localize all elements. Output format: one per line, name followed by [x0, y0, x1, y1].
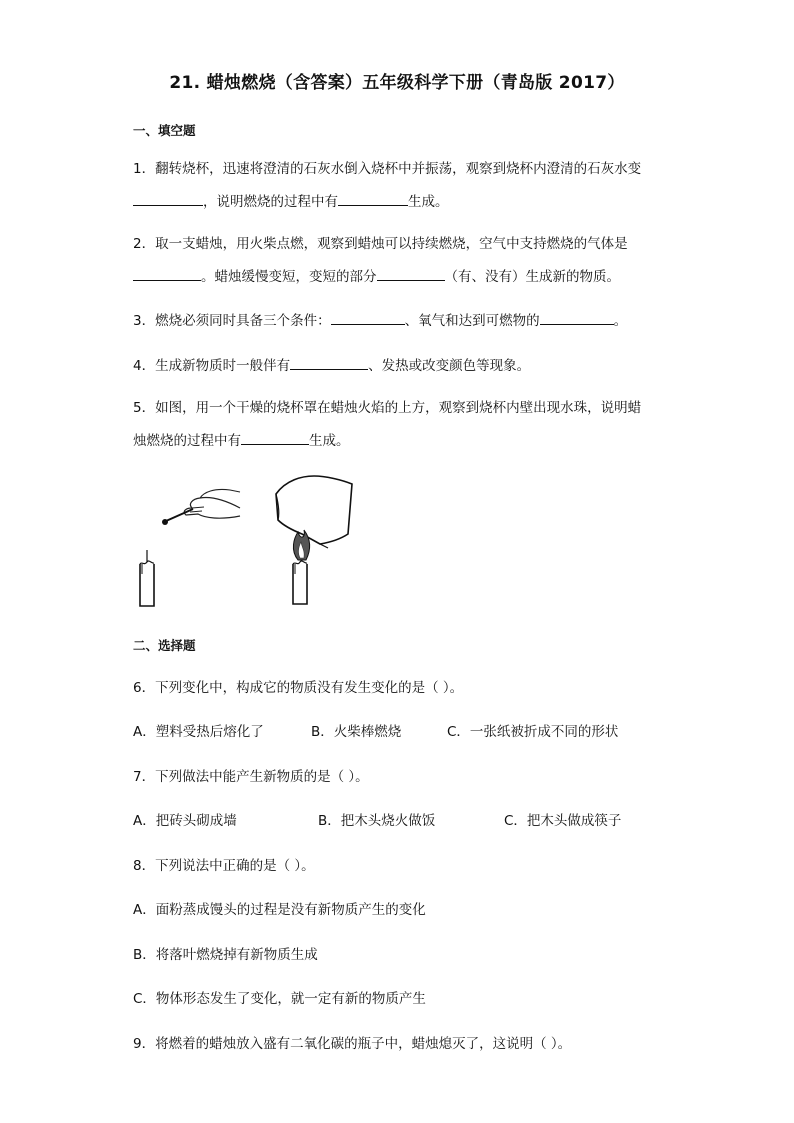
question-6-option-b[interactable]: B．火柴棒燃烧 — [311, 724, 402, 740]
question-2-line-2 — [133, 266, 620, 286]
answer-blank[interactable] — [331, 310, 405, 325]
answer-blank[interactable] — [133, 266, 201, 281]
question-1-text: 生成。 — [408, 194, 449, 210]
question-2-text: （有、没有）生成新的物质。 — [444, 269, 620, 285]
match-lighting-candle-illustration — [130, 478, 250, 610]
question-9-stem: 9．将燃着的蜡烛放入盛有二氧化碳的瓶子中，蜡烛熄灭了，这说明（ ）。 — [133, 1036, 572, 1052]
section-heading-choice: 二、选择题 — [133, 638, 196, 653]
answer-blank[interactable] — [338, 191, 408, 206]
question-1-line-2 — [133, 191, 449, 211]
question-8-option-b[interactable]: B．将落叶燃烧掉有新物质生成 — [133, 947, 318, 963]
question-6-stem: 6．下列变化中，构成它的物质没有发生变化的是（ ）。 — [133, 680, 464, 696]
question-2-line-1: 2．取一支蜡烛，用火柴点燃，观察到蜡烛可以持续燃烧，空气中支持燃烧的气体是 — [133, 236, 628, 252]
question-7-option-a[interactable]: A．把砖头砌成墙 — [133, 813, 237, 829]
answer-blank[interactable] — [540, 310, 614, 325]
question-6-option-c[interactable]: C．一张纸被折成不同的形状 — [447, 724, 619, 740]
question-2-text: 。蜡烛缓慢变短，变短的部分 — [201, 269, 377, 285]
question-1-line-1: 1．翻转烧杯，迅速将澄清的石灰水倒入烧杯中并振荡，观察到烧杯内澄清的石灰水变 — [133, 161, 642, 177]
question-5-text: 生成。 — [309, 433, 350, 449]
answer-blank[interactable] — [133, 191, 203, 206]
question-1-text: ，说明燃烧的过程中有 — [203, 194, 338, 210]
question-7-option-b[interactable]: B．把木头烧火做饭 — [318, 813, 436, 829]
question-3-text: 、氧气和达到可燃物的 — [404, 313, 540, 329]
question-5-line-2 — [133, 430, 350, 450]
question-6-option-a[interactable]: A．塑料受热后熔化了 — [133, 724, 264, 740]
beaker-over-candle-illustration — [262, 472, 362, 610]
question-7-option-c[interactable]: C．把木头做成筷子 — [504, 813, 622, 829]
question-4-text: 4．生成新物质时一般伴有 — [133, 358, 291, 374]
section-heading-fill-blank: 一、填空题 — [133, 123, 196, 138]
answer-blank[interactable] — [241, 430, 309, 445]
page-title: 21. 蜡烛燃烧（含答案）五年级科学下册（青岛版 2017） — [169, 73, 625, 93]
answer-blank[interactable] — [377, 266, 445, 281]
question-5-text: 烛燃烧的过程中有 — [133, 433, 241, 449]
question-4-text: 、发热或改变颜色等现象。 — [368, 358, 531, 374]
question-3-text: 。 — [613, 313, 628, 329]
question-8-option-a[interactable]: A．面粉蒸成馒头的过程是没有新物质产生的变化 — [133, 902, 426, 918]
answer-blank[interactable] — [290, 355, 368, 370]
question-8-stem: 8．下列说法中正确的是（ ）。 — [133, 858, 315, 874]
question-4 — [133, 355, 530, 375]
question-3 — [133, 310, 627, 330]
question-5-line-1: 5．如图，用一个干燥的烧杯罩在蜡烛火焰的上方，观察到烧杯内壁出现水珠，说明蜡 — [133, 400, 642, 416]
question-3-text: 3．燃烧必须同时具备三个条件： — [133, 313, 331, 329]
question-7-stem: 7．下列做法中能产生新物质的是（ ）。 — [133, 769, 369, 785]
question-8-option-c[interactable]: C．物体形态发生了变化，就一定有新的物质产生 — [133, 991, 426, 1007]
